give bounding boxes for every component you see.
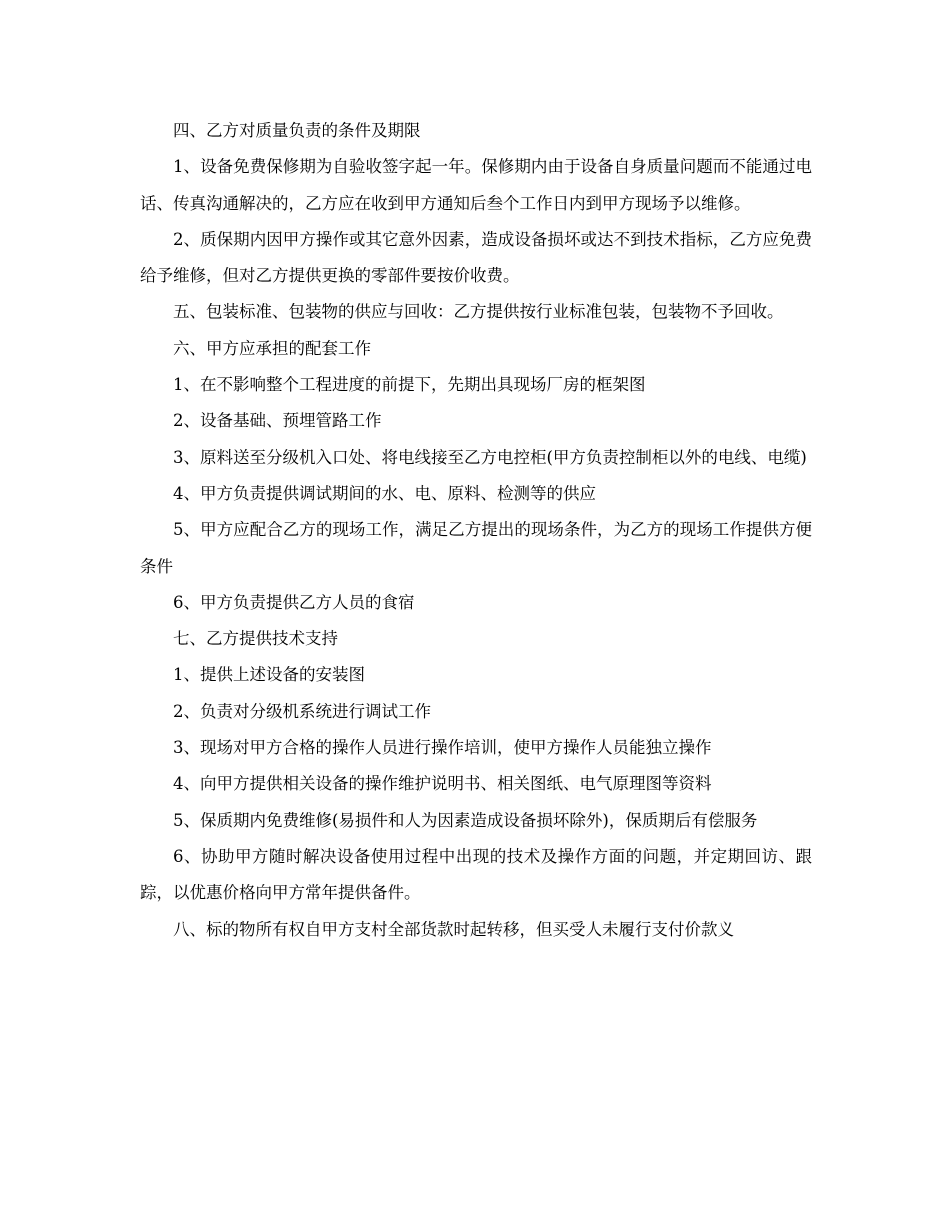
clause-warranty-damage: 2、质保期内因甲方操作或其它意外因素，造成设备损坏或达不到技术指标，乙方应免费给予维修，但对乙方提供更换的零部件要按价收费。 [140, 229, 812, 286]
document-page [140, 113, 812, 948]
clause-training: 3、现场对甲方合格的操作人员进行操作培训，使甲方操作人员能独立操作 [173, 738, 712, 758]
section-heading-tech-support: 七、乙方提供技术支持 [173, 629, 338, 649]
section-heading-ownership: 八、标的物所有权自甲方支村全部货款时起转移，但买受人未履行支付价款义 [173, 919, 734, 939]
clause-accommodation: 6、甲方负责提供乙方人员的食宿 [173, 592, 415, 612]
section-heading-quality: 四、乙方对质量负责的条件及期限 [173, 121, 421, 140]
section-heading-party-a-duties: 六、甲方应承担的配套工作 [173, 338, 371, 358]
clause-commissioning: 2、负责对分级机系统进行调试工作 [173, 701, 431, 721]
clause-free-maintenance: 5、保质期内免费维修(易损件和人为因素造成设备损坏除外)，保质期后有偿服务 [173, 810, 758, 830]
clause-site-cooperation: 5、甲方应配合乙方的现场工作，满足乙方提出的现场条件，为乙方的现场工作提供方便条件 [140, 520, 812, 576]
clause-frame-drawing: 1、在不影响整个工程进度的前提下，先期出具现场厂房的框架图 [173, 375, 646, 395]
clause-foundation: 2、设备基础、预埋管路工作 [173, 411, 382, 431]
section-heading-packaging: 五、包装标准、包装物的供应与回收：乙方提供按行业标准包装，包装物不予回收。 [173, 302, 784, 322]
clause-supplies: 4、甲方负责提供调试期间的水、电、原料、检测等的供应 [173, 483, 596, 503]
clause-installation-drawing: 1、提供上述设备的安装图 [173, 665, 365, 685]
clause-wiring: 3、原料送至分级机入口处、将电线接至乙方电控柜(甲方负责控制柜以外的电线、电缆) [173, 447, 807, 467]
clause-followup: 6、协助甲方随时解决设备使用过程中出现的技术及操作方面的问题，并定期回访、跟踪，以优惠价格向甲方常年提供备件。 [140, 846, 812, 903]
clause-free-warranty: 1、设备免费保修期为自验收签字起一年。保修期内由于设备自身质量问题而不能通过电话、传真沟通解决的，乙方应在收到甲方通知后叁个工作日内到甲方现场予以维修。 [140, 157, 812, 213]
clause-manuals: 4、向甲方提供相关设备的操作维护说明书、相关图纸、电气原理图等资料 [173, 774, 712, 794]
